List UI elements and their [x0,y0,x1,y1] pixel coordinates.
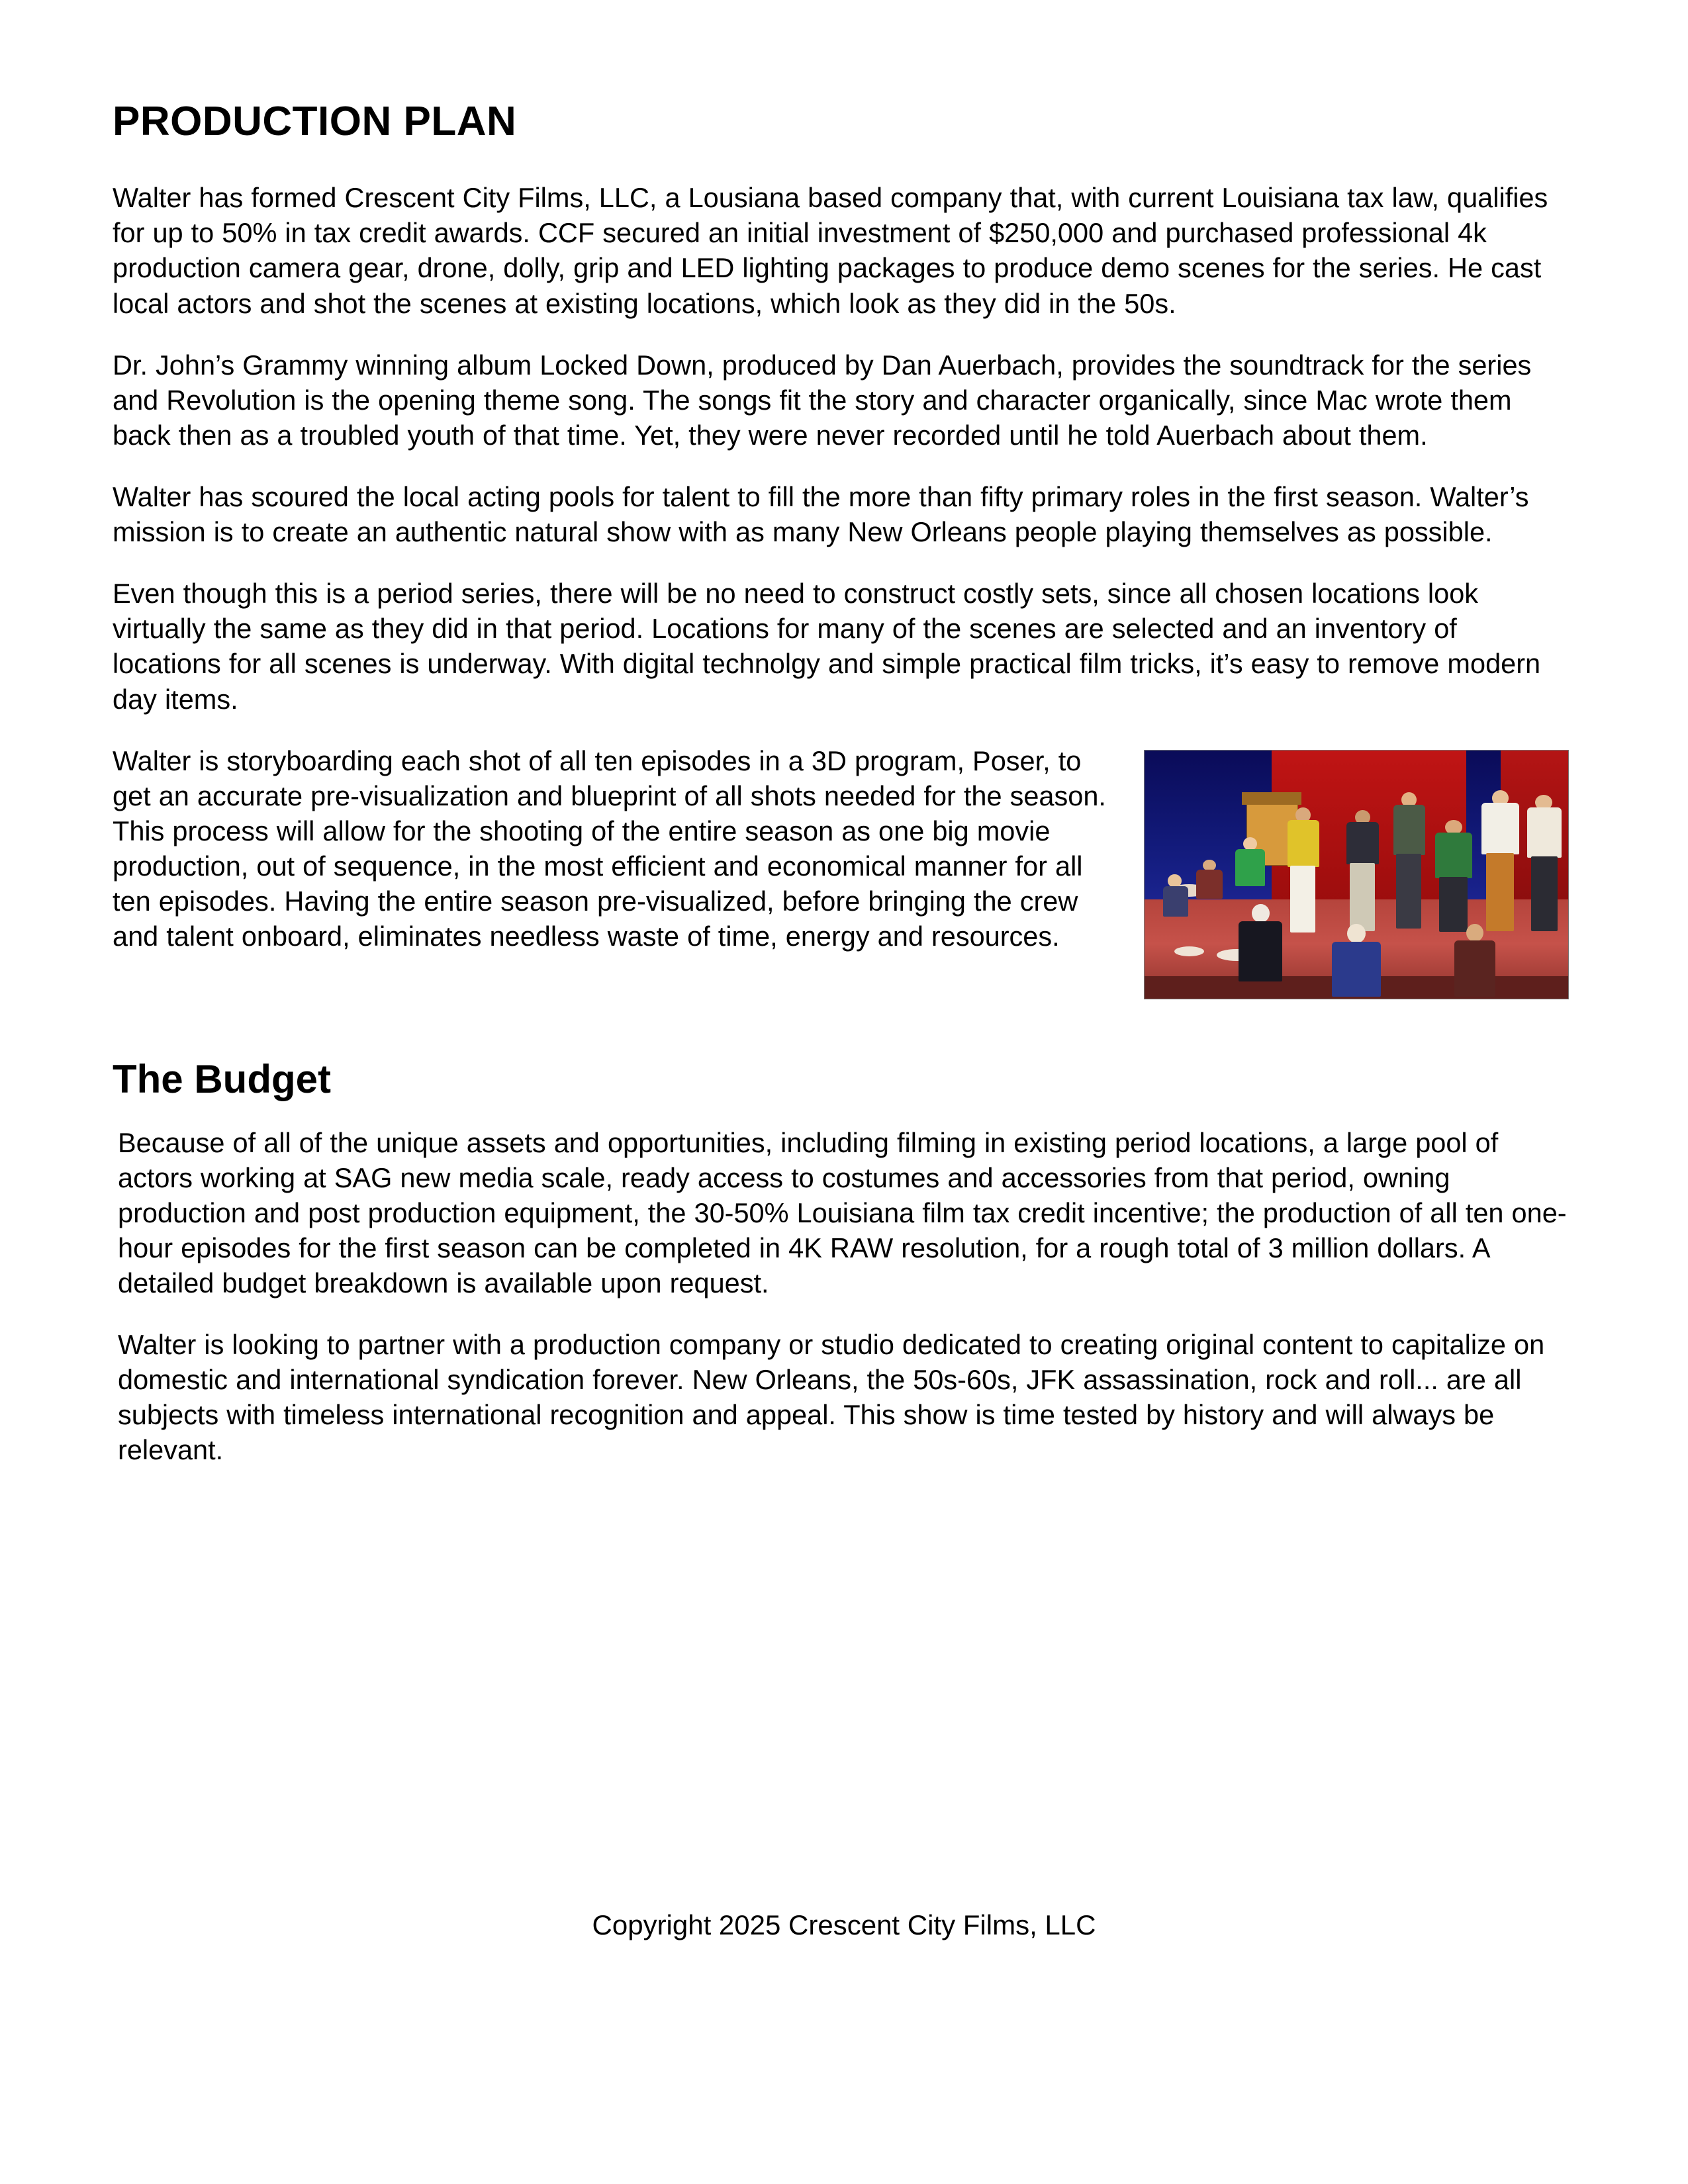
scene-figure-right-edge [1526,795,1564,934]
paragraph-4: Even though this is a period series, there will be no need to construct costly sets, since all chosen locations look virtually the same as they did in that period. Locations for many of the scenes are selected and an inventory of locations for all scenes is underway. With digital technolgy and simple practical film tricks, it’s easy to remove modern day items. [113,578,1541,715]
budget-paragraph-2: Walter is looking to partner with a production company or studio dedicated to creating original content to capitalize on domestic and international syndication forever. New Orleans, the 50s-60s, JFK assassination, rock and roll... are all subjects with timeless international recognition and appeal. This show is time tested by history and will always be relevant. [118,1329,1545,1466]
scene-table-3 [1174,946,1204,956]
scene-figure-audience-right [1454,924,1496,999]
page-footer [0,1909,1688,1941]
scene-figure-white-shirt [1479,790,1522,934]
section-title-budget: The Budget [113,1056,331,1101]
scene-figure-musician-sax [1344,810,1382,934]
scene-figure-audience-dark [1238,904,1284,989]
paragraph-5: Walter is storyboarding each shot of all ten episodes in a 3D program, Poser, to get an accurate pre-visualization and blueprint of all shots needed for the season. This process will allow for the shooting of the entire season as one big movie production, out of sequence, in the most efficient and economical manner for all ten episodes. Having the entire season pre-visualized, before bringing the crew and talent onboard, eliminates needless waste of time, energy and resources. [113,745,1106,952]
paragraph-3: Walter has scoured the local acting pools for talent to fill the more than fifty primary roles in the first season. Walter’s mission is to create an authentic natural show with as many New Orleans people playing themselves as possible. [113,480,1529,548]
document-body [113,99,1569,1494]
paragraph-1: Walter has formed Crescent City Films, LLC, a Lousiana based company that, with current Louisiana tax law, qualifies for up to 50% in tax credit awards. CCF secured an initial investment of $250,000 and purchased professional 4k production camera gear, drone, dolly, grip and LED lighting packages to produce demo scenes for the series. He cast local actors and shot the scenes at existing locations, which look as they did in the 50s. [113,182,1548,319]
scene-figure-green-suit [1432,820,1475,934]
previsualization-image [1144,750,1569,999]
budget-paragraph-1: Because of all of the unique assets and opportunities, including filming in existing period locations, a large pool of actors working at SAG new media scale, ready access to costumes and accessories from that period, owning production and post production equipment, the 30-50% Louisiana film tax credit incentive; the production of all ten one-hour episodes for the first season can be completed in 4K RAW resolution, for a rough total of 3 million dollars. A detailed budget breakdown is available upon request. [118,1126,1567,1299]
scene-figure-seated-left-2 [1196,860,1225,925]
scene-figure-performer-yellow [1284,807,1323,936]
page-title: PRODUCTION PLAN [113,99,517,144]
scene-figure-audience-blue [1331,924,1382,999]
scene-piano-top [1242,792,1301,805]
paragraph-2: Dr. John’s Grammy winning album Locked Down, produced by Dan Auerbach, provides the soundtrack for the series and Revolution is the opening theme song. The songs fit the story and character organically, since Mac wrote them back then as a troubled youth of that time. Yet, they were never recorded until he told Auerbach about them. [113,349,1532,451]
scene-figure-seated-left [1162,874,1192,939]
copyright-text: Copyright 2025 Crescent City Films, LLC [592,1909,1096,1940]
scene-figure-standing-tall [1390,792,1429,931]
